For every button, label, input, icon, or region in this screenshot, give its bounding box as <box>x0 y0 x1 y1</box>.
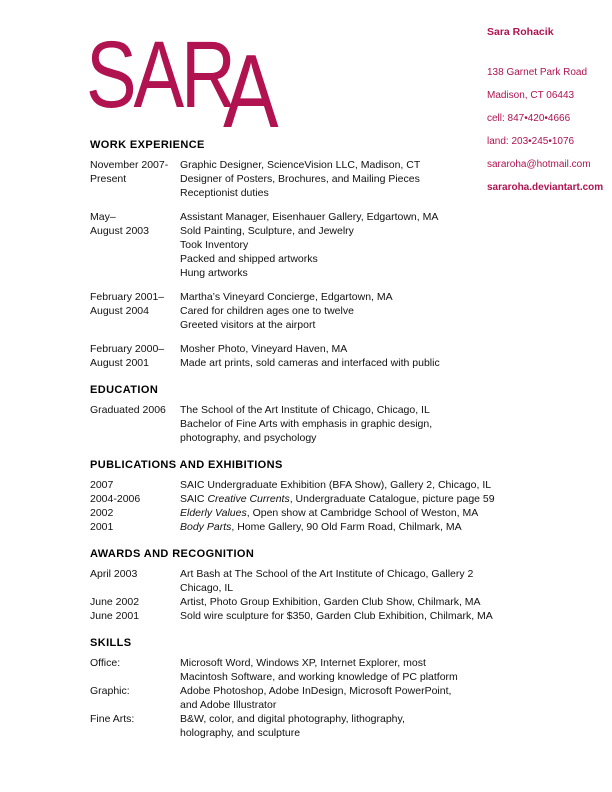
resume-entry <box>90 506 528 520</box>
description-line: Receptionist duties <box>180 187 269 199</box>
description-line <box>180 492 528 506</box>
resume-entry <box>90 712 528 740</box>
entry-date <box>90 684 180 712</box>
description-line: Packed and shipped artworks <box>180 253 318 265</box>
description-line: Sold wire sculpture for $350, Garden Club Exhibition, Chilmark, MA <box>180 610 493 622</box>
description-line: Art Bash at The School of the Art Institute of Chicago, Gallery 2 <box>180 568 474 580</box>
date-line: 2007 <box>90 479 114 491</box>
resume-entry <box>90 684 528 712</box>
entry-description <box>180 520 528 534</box>
entry-description <box>180 712 528 740</box>
entry-description <box>180 478 528 492</box>
description-line: Cared for children ages one to twelve <box>180 305 354 317</box>
entry-date <box>90 506 180 520</box>
description-line: Greeted visitors at the airport <box>180 319 316 331</box>
section-skills <box>90 636 528 740</box>
contact-name: Sara Rohacik <box>487 26 554 38</box>
date-line: February 2000– <box>90 343 165 355</box>
entry-description <box>180 210 528 280</box>
entry-date <box>90 520 180 534</box>
entry-date <box>90 342 180 370</box>
resume-entry <box>90 478 528 492</box>
date-line: Graduated 2006 <box>90 404 166 416</box>
resume-entry <box>90 609 528 623</box>
resume-entry <box>90 290 528 332</box>
description-line: Martha’s Vineyard Concierge, Edgartown, MA <box>180 291 393 303</box>
date-line: April 2003 <box>90 568 138 580</box>
section-publications-and-exhibitions <box>90 458 528 534</box>
entry-description <box>180 609 528 623</box>
description-line: The School of the Art Institute of Chicago, Chicago, IL <box>180 404 430 416</box>
resume-entry <box>90 520 528 534</box>
description-line: Made art prints, sold cameras and interfaced with public <box>180 357 440 369</box>
date-line: 2004-2006 <box>90 493 141 505</box>
entry-date <box>90 656 180 684</box>
entry-description <box>180 595 528 609</box>
description-line: Microsoft Word, Windows XP, Internet Explorer, most <box>180 657 426 669</box>
section-title: PUBLICATIONS AND EXHIBITIONS <box>90 459 283 471</box>
resume-entry <box>90 567 528 595</box>
entry-description <box>180 567 528 595</box>
date-line: May– <box>90 211 116 223</box>
date-line: 2001 <box>90 521 114 533</box>
entry-date <box>90 609 180 623</box>
resume-entry <box>90 403 528 445</box>
logo-text-a: A <box>223 34 279 150</box>
date-line: Present <box>90 173 127 185</box>
plain-text: SAIC <box>180 493 208 505</box>
description-line: and Adobe Illustrator <box>180 699 277 711</box>
entry-date <box>90 712 180 740</box>
plain-text: , Open show at Cambridge School of Weston, MA <box>246 507 479 519</box>
description-line: Designer of Posters, Brochures, and Mailing Pieces <box>180 173 420 185</box>
resume-entry <box>90 595 528 609</box>
description-line: Mosher Photo, Vineyard Haven, MA <box>180 343 348 355</box>
date-line: Fine Arts: <box>90 713 135 725</box>
description-line: Hung artworks <box>180 267 248 279</box>
section-awards-and-recognition <box>90 547 528 623</box>
date-line: Office: <box>90 657 121 669</box>
description-line: Sold Painting, Sculpture, and Jewelry <box>180 225 354 237</box>
section-title: EDUCATION <box>90 384 159 396</box>
entry-date <box>90 492 180 506</box>
resume-entry <box>90 158 528 200</box>
entry-description <box>180 403 528 445</box>
section-education <box>90 383 528 445</box>
italic-text: Creative Currents <box>207 493 290 505</box>
contact-line: 138 Garnet Park Road <box>487 67 588 78</box>
contact-line: land: 203•245•1076 <box>487 136 575 147</box>
entry-description <box>180 656 528 684</box>
description-line: Adobe Photoshop, Adobe InDesign, Microsoft PowerPoint, <box>180 685 452 697</box>
plain-text: , Home Gallery, 90 Old Farm Road, Chilmark, MA <box>231 521 462 533</box>
description-line: B&W, color, and digital photography, lithography, <box>180 713 405 725</box>
entry-description <box>180 684 528 712</box>
date-line: 2002 <box>90 507 114 519</box>
date-line: November 2007- <box>90 159 169 171</box>
section-title: AWARDS AND RECOGNITION <box>90 548 255 560</box>
description-line: Bachelor of Fine Arts with emphasis in graphic design, <box>180 418 433 430</box>
description-line: photography, and psychology <box>180 432 317 444</box>
italic-text: Body Parts <box>180 521 232 533</box>
contact-line: cell: 847•420•4666 <box>487 113 571 124</box>
contact-line: sararoha@hotmail.com <box>487 159 591 170</box>
date-line: June 2001 <box>90 610 140 622</box>
logo-text-sar: SAR <box>86 22 233 128</box>
italic-text: Elderly Values <box>180 507 247 519</box>
section-title: WORK EXPERIENCE <box>90 139 205 151</box>
date-line: Graphic: <box>90 685 130 697</box>
description-line: Chicago, IL <box>180 582 234 594</box>
section-title: SKILLS <box>90 637 132 649</box>
date-line: August 2003 <box>90 225 149 237</box>
description-line <box>180 506 528 520</box>
entry-description <box>180 158 528 200</box>
date-line: June 2002 <box>90 596 140 608</box>
plain-text: , Undergraduate Catalogue, picture page 59 <box>289 493 495 505</box>
entry-description <box>180 506 528 520</box>
entry-date <box>90 595 180 609</box>
date-line: August 2001 <box>90 357 149 369</box>
contact-website: sararoha.deviantart.com <box>487 182 604 193</box>
resume-entry <box>90 492 528 506</box>
date-line: February 2001– <box>90 291 165 303</box>
entry-description <box>180 492 528 506</box>
description-line <box>180 520 528 534</box>
resume-body <box>90 138 528 753</box>
entry-date <box>90 210 180 280</box>
entry-description <box>180 290 528 332</box>
description-line: Assistant Manager, Eisenhauer Gallery, Edgartown, MA <box>180 211 439 223</box>
entry-date <box>90 403 180 445</box>
entry-date <box>90 478 180 492</box>
description-line: Took Inventory <box>180 239 249 251</box>
description-line: SAIC Undergraduate Exhibition (BFA Show), Gallery 2, Chicago, IL <box>180 479 492 491</box>
resume-entry <box>90 210 528 280</box>
description-line: Artist, Photo Group Exhibition, Garden Club Show, Chilmark, MA <box>180 596 481 608</box>
entry-description <box>180 342 528 370</box>
section-work-experience <box>90 138 528 370</box>
entry-date <box>90 567 180 595</box>
description-line: Macintosh Software, and working knowledge of PC platform <box>180 671 458 683</box>
entry-date <box>90 158 180 200</box>
entry-date <box>90 290 180 332</box>
description-line: Graphic Designer, ScienceVision LLC, Madison, CT <box>180 159 421 171</box>
date-line: August 2004 <box>90 305 149 317</box>
resume-entry <box>90 342 528 370</box>
resume-entry <box>90 656 528 684</box>
description-line: holography, and sculpture <box>180 727 301 739</box>
contact-line: Madison, CT 06443 <box>487 90 575 101</box>
